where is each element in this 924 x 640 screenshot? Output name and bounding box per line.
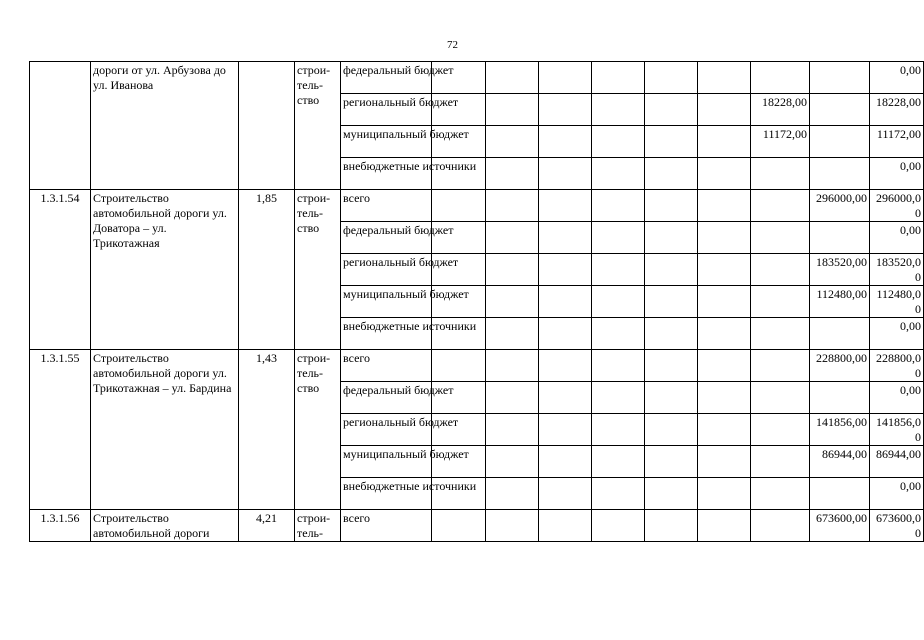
- empty-cell: [486, 126, 539, 158]
- funding-source: федеральный бюджет: [341, 382, 432, 414]
- empty-cell: [486, 350, 539, 382]
- amount-cell: [751, 190, 810, 222]
- empty-cell: [645, 62, 698, 94]
- funding-source: всего: [341, 510, 432, 542]
- empty-cell: [645, 414, 698, 446]
- empty-cell: [592, 254, 645, 286]
- funding-source: муниципальный бюджет: [341, 126, 432, 158]
- empty-cell: [486, 190, 539, 222]
- total-cell: 0,00: [870, 158, 924, 190]
- funding-source: региональный бюджет: [341, 94, 432, 126]
- empty-cell: [539, 286, 592, 318]
- amount-cell: [751, 510, 810, 542]
- amount-cell: [751, 286, 810, 318]
- amount-cell: [751, 414, 810, 446]
- empty-cell: [645, 318, 698, 350]
- empty-cell: [486, 222, 539, 254]
- table-row: [30, 510, 924, 542]
- amount-cell: [810, 478, 870, 510]
- empty-cell: [486, 382, 539, 414]
- item-length: 4,21: [239, 510, 295, 542]
- total-cell: 183520,00: [870, 254, 924, 286]
- empty-cell: [698, 478, 751, 510]
- amount-cell: [810, 62, 870, 94]
- amount-cell: [751, 158, 810, 190]
- empty-cell: [698, 286, 751, 318]
- funding-source: региональный бюджет: [341, 414, 432, 446]
- table-row: [30, 350, 924, 382]
- total-cell: 673600,00: [870, 510, 924, 542]
- table-row: [30, 190, 924, 222]
- amount-cell: [751, 478, 810, 510]
- total-cell: 86944,00: [870, 446, 924, 478]
- total-cell: 0,00: [870, 478, 924, 510]
- empty-cell: [539, 478, 592, 510]
- empty-cell: [645, 158, 698, 190]
- empty-cell: [539, 318, 592, 350]
- empty-cell: [645, 222, 698, 254]
- total-cell: 0,00: [870, 62, 924, 94]
- amount-cell: 112480,00: [810, 286, 870, 318]
- funding-source: внебюджетные источники: [341, 478, 432, 510]
- empty-cell: [539, 510, 592, 542]
- item-number: 1.3.1.54: [30, 190, 91, 350]
- empty-cell: [645, 382, 698, 414]
- empty-cell: [486, 478, 539, 510]
- empty-cell: [486, 446, 539, 478]
- item-work-type: строи-тель-: [295, 510, 341, 542]
- empty-cell: [486, 318, 539, 350]
- total-cell: 296000,00: [870, 190, 924, 222]
- item-number: 1.3.1.55: [30, 350, 91, 510]
- empty-cell: [592, 222, 645, 254]
- funding-source: всего: [341, 190, 432, 222]
- empty-cell: [592, 510, 645, 542]
- empty-cell: [592, 158, 645, 190]
- budget-table-body: [30, 62, 924, 542]
- funding-source: внебюджетные источники: [341, 318, 432, 350]
- empty-cell: [592, 286, 645, 318]
- funding-source: региональный бюджет: [341, 254, 432, 286]
- total-cell: 141856,00: [870, 414, 924, 446]
- empty-cell: [645, 254, 698, 286]
- empty-cell: [698, 190, 751, 222]
- empty-cell: [698, 382, 751, 414]
- amount-cell: [751, 350, 810, 382]
- item-work-type: строи-тель-ство: [295, 350, 341, 510]
- amount-cell: [810, 94, 870, 126]
- empty-cell: [698, 350, 751, 382]
- total-cell: 112480,00: [870, 286, 924, 318]
- empty-cell: [698, 318, 751, 350]
- empty-cell: [539, 254, 592, 286]
- empty-cell: [592, 446, 645, 478]
- funding-source: всего: [341, 350, 432, 382]
- empty-cell: [645, 126, 698, 158]
- empty-cell: [698, 254, 751, 286]
- empty-cell: [539, 414, 592, 446]
- total-cell: 11172,00: [870, 126, 924, 158]
- empty-cell: [645, 190, 698, 222]
- total-cell: 0,00: [870, 382, 924, 414]
- amount-cell: [751, 62, 810, 94]
- amount-cell: [810, 382, 870, 414]
- amount-cell: [751, 382, 810, 414]
- amount-cell: [810, 318, 870, 350]
- total-cell: 0,00: [870, 222, 924, 254]
- amount-cell: 296000,00: [810, 190, 870, 222]
- empty-cell: [698, 94, 751, 126]
- funding-source: федеральный бюджет: [341, 222, 432, 254]
- amount-cell: 86944,00: [810, 446, 870, 478]
- empty-cell: [539, 446, 592, 478]
- empty-cell: [486, 94, 539, 126]
- funding-source: федеральный бюджет: [341, 62, 432, 94]
- item-number: [30, 62, 91, 190]
- empty-cell: [539, 350, 592, 382]
- empty-cell: [539, 382, 592, 414]
- empty-cell: [432, 350, 486, 382]
- empty-cell: [645, 446, 698, 478]
- total-cell: 228800,00: [870, 350, 924, 382]
- amount-cell: 141856,00: [810, 414, 870, 446]
- empty-cell: [645, 478, 698, 510]
- empty-cell: [698, 62, 751, 94]
- empty-cell: [539, 158, 592, 190]
- funding-source: внебюджетные источники: [341, 158, 432, 190]
- budget-table: [29, 61, 924, 542]
- empty-cell: [698, 446, 751, 478]
- empty-cell: [539, 126, 592, 158]
- item-name: Строительство автомобильной дороги: [91, 510, 239, 542]
- amount-cell: 673600,00: [810, 510, 870, 542]
- item-name: Строительство автомобильной дороги ул. Трикотажная – ул. Бардина: [91, 350, 239, 510]
- amount-cell: [751, 254, 810, 286]
- empty-cell: [645, 510, 698, 542]
- amount-cell: [810, 222, 870, 254]
- empty-cell: [645, 350, 698, 382]
- empty-cell: [592, 62, 645, 94]
- empty-cell: [592, 318, 645, 350]
- amount-cell: 183520,00: [810, 254, 870, 286]
- total-cell: 0,00: [870, 318, 924, 350]
- amount-cell: 11172,00: [751, 126, 810, 158]
- amount-cell: [810, 126, 870, 158]
- empty-cell: [698, 414, 751, 446]
- empty-cell: [432, 190, 486, 222]
- empty-cell: [486, 414, 539, 446]
- empty-cell: [539, 62, 592, 94]
- amount-cell: 18228,00: [751, 94, 810, 126]
- empty-cell: [432, 510, 486, 542]
- empty-cell: [592, 414, 645, 446]
- amount-cell: [751, 318, 810, 350]
- item-work-type: строи-тель-ство: [295, 62, 341, 190]
- item-length: 1,85: [239, 190, 295, 350]
- amount-cell: [810, 158, 870, 190]
- empty-cell: [645, 286, 698, 318]
- item-length: 1,43: [239, 350, 295, 510]
- empty-cell: [698, 510, 751, 542]
- empty-cell: [486, 158, 539, 190]
- empty-cell: [698, 126, 751, 158]
- empty-cell: [592, 94, 645, 126]
- funding-source: муниципальный бюджет: [341, 446, 432, 478]
- empty-cell: [592, 478, 645, 510]
- item-length: [239, 62, 295, 190]
- empty-cell: [539, 190, 592, 222]
- total-cell: 18228,00: [870, 94, 924, 126]
- amount-cell: [751, 222, 810, 254]
- empty-cell: [486, 286, 539, 318]
- item-work-type: строи-тель-ство: [295, 190, 341, 350]
- item-name: дороги от ул. Арбузова до ул. Иванова: [91, 62, 239, 190]
- item-number: 1.3.1.56: [30, 510, 91, 542]
- table-row: [30, 62, 924, 94]
- empty-cell: [486, 62, 539, 94]
- empty-cell: [645, 94, 698, 126]
- empty-cell: [592, 350, 645, 382]
- page-number: 72: [447, 39, 458, 51]
- empty-cell: [539, 94, 592, 126]
- empty-cell: [698, 222, 751, 254]
- empty-cell: [592, 126, 645, 158]
- empty-cell: [486, 254, 539, 286]
- empty-cell: [486, 510, 539, 542]
- funding-source: муниципальный бюджет: [341, 286, 432, 318]
- empty-cell: [592, 382, 645, 414]
- amount-cell: 228800,00: [810, 350, 870, 382]
- empty-cell: [592, 190, 645, 222]
- empty-cell: [539, 222, 592, 254]
- amount-cell: [751, 446, 810, 478]
- item-name: Строительство автомобильной дороги ул. Доватора – ул. Трикотажная: [91, 190, 239, 350]
- empty-cell: [698, 158, 751, 190]
